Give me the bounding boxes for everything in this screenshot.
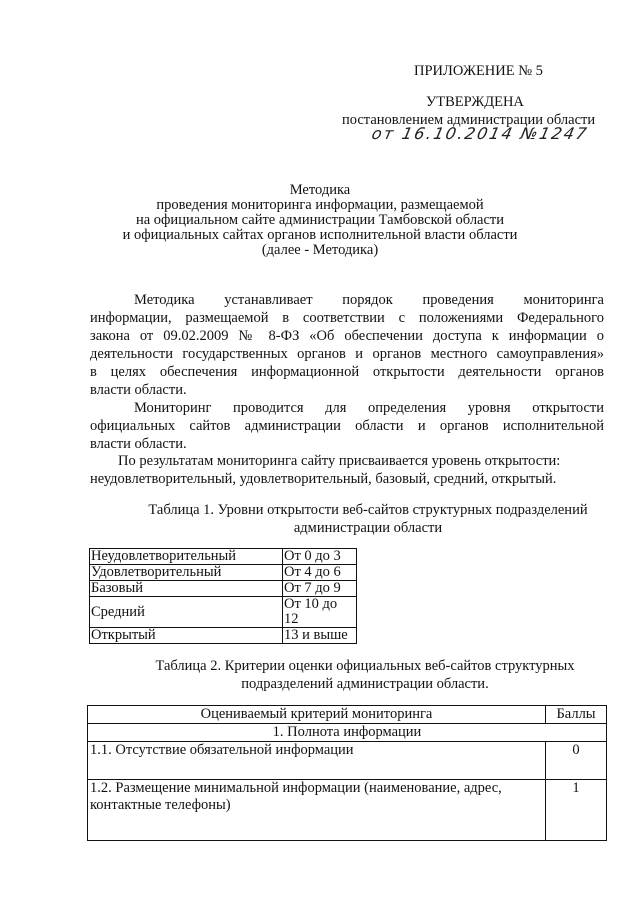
range-cell: От 10 до 12 xyxy=(283,597,357,628)
title-line-3: на официальном сайте администрации Тамбовской области xyxy=(135,212,505,228)
openness-levels-table xyxy=(89,548,357,644)
paragraph-line: власти области. xyxy=(90,382,187,398)
paragraph-line: Методика устанавливает порядок проведения мониторинга xyxy=(134,292,604,308)
paragraph-line: неудовлетворительный, удовлетворительный, базовый, средний, открытый. xyxy=(90,471,557,487)
paragraph-line: в целях обеспечения информационной открытости деятельности органов xyxy=(90,364,604,380)
level-cell: Базовый xyxy=(90,581,283,597)
table-row xyxy=(88,742,607,780)
paragraph-line: власти области. xyxy=(90,436,187,452)
table-2-caption-line-2: подразделений администрации области. xyxy=(241,676,489,692)
column-header-criterion: Оцениваемый критерий мониторинга xyxy=(88,706,546,724)
criterion-cell: 1.2. Размещение минимальной информации (наименование, адрес, контактные телефоны) xyxy=(88,780,546,841)
appendix-label: ПРИЛОЖЕНИЕ № 5 xyxy=(414,63,543,79)
approved-label: УТВЕРЖДЕНА xyxy=(426,94,524,110)
level-cell: Неудовлетворительный xyxy=(90,549,283,565)
criterion-cell: 1.1. Отсутствие обязательной информации xyxy=(88,742,546,780)
range-cell: От 0 до 3 xyxy=(283,549,357,565)
title-line-2: проведения мониторинга информации, размещаемой xyxy=(156,197,484,213)
points-cell: 0 xyxy=(546,742,607,780)
handwritten-date-number: от 16.10.2014 №1247 xyxy=(369,124,591,143)
table-row xyxy=(90,565,357,581)
table-header-row xyxy=(88,706,607,724)
decree-label: постановлением администрации области xyxy=(342,112,596,128)
table-1-caption-line-2: администрации области xyxy=(293,520,443,536)
column-header-points: Баллы xyxy=(546,706,607,724)
paragraph-line: закона от 09.02.2009 № 8-ФЗ «Об обеспечении доступа к информации о xyxy=(90,328,604,344)
paragraph-line: деятельности государственных органов и органов местного самоуправления» xyxy=(90,346,604,362)
paragraph-line: официальных сайтов администрации области и органов исполнительной xyxy=(90,418,604,434)
paragraph-line: информации, размещаемой в соответствии с положениями Федерального xyxy=(90,310,604,326)
table-2-caption-line-1: Таблица 2. Критерии оценки официальных веб-сайтов структурных xyxy=(155,658,575,674)
title-line-5: (далее - Методика) xyxy=(261,242,379,258)
section-heading: 1. Полнота информации xyxy=(88,724,607,742)
table-1-caption-line-1: Таблица 1. Уровни открытости веб-сайтов структурных подразделений xyxy=(148,502,588,518)
title-line-1: Методика xyxy=(289,182,351,198)
table-section-row xyxy=(88,724,607,742)
title-line-4: и официальных сайтах органов исполнительной власти области xyxy=(122,227,518,243)
range-cell: От 7 до 9 xyxy=(283,581,357,597)
paragraph-line: По результатам мониторинга сайту присваивается уровень открытости: xyxy=(118,453,561,469)
paragraph-line: Мониторинг проводится для определения уровня открытости xyxy=(134,400,604,416)
range-cell: От 4 до 6 xyxy=(283,565,357,581)
range-cell: 13 и выше xyxy=(283,628,357,644)
table-row xyxy=(90,581,357,597)
level-cell: Средний xyxy=(90,597,283,628)
level-cell: Открытый xyxy=(90,628,283,644)
table-row xyxy=(90,628,357,644)
table-row xyxy=(90,549,357,565)
table-row xyxy=(88,780,607,841)
points-cell: 1 xyxy=(546,780,607,841)
level-cell: Удовлетворительный xyxy=(90,565,283,581)
criteria-table xyxy=(87,705,607,841)
table-row xyxy=(90,597,357,628)
